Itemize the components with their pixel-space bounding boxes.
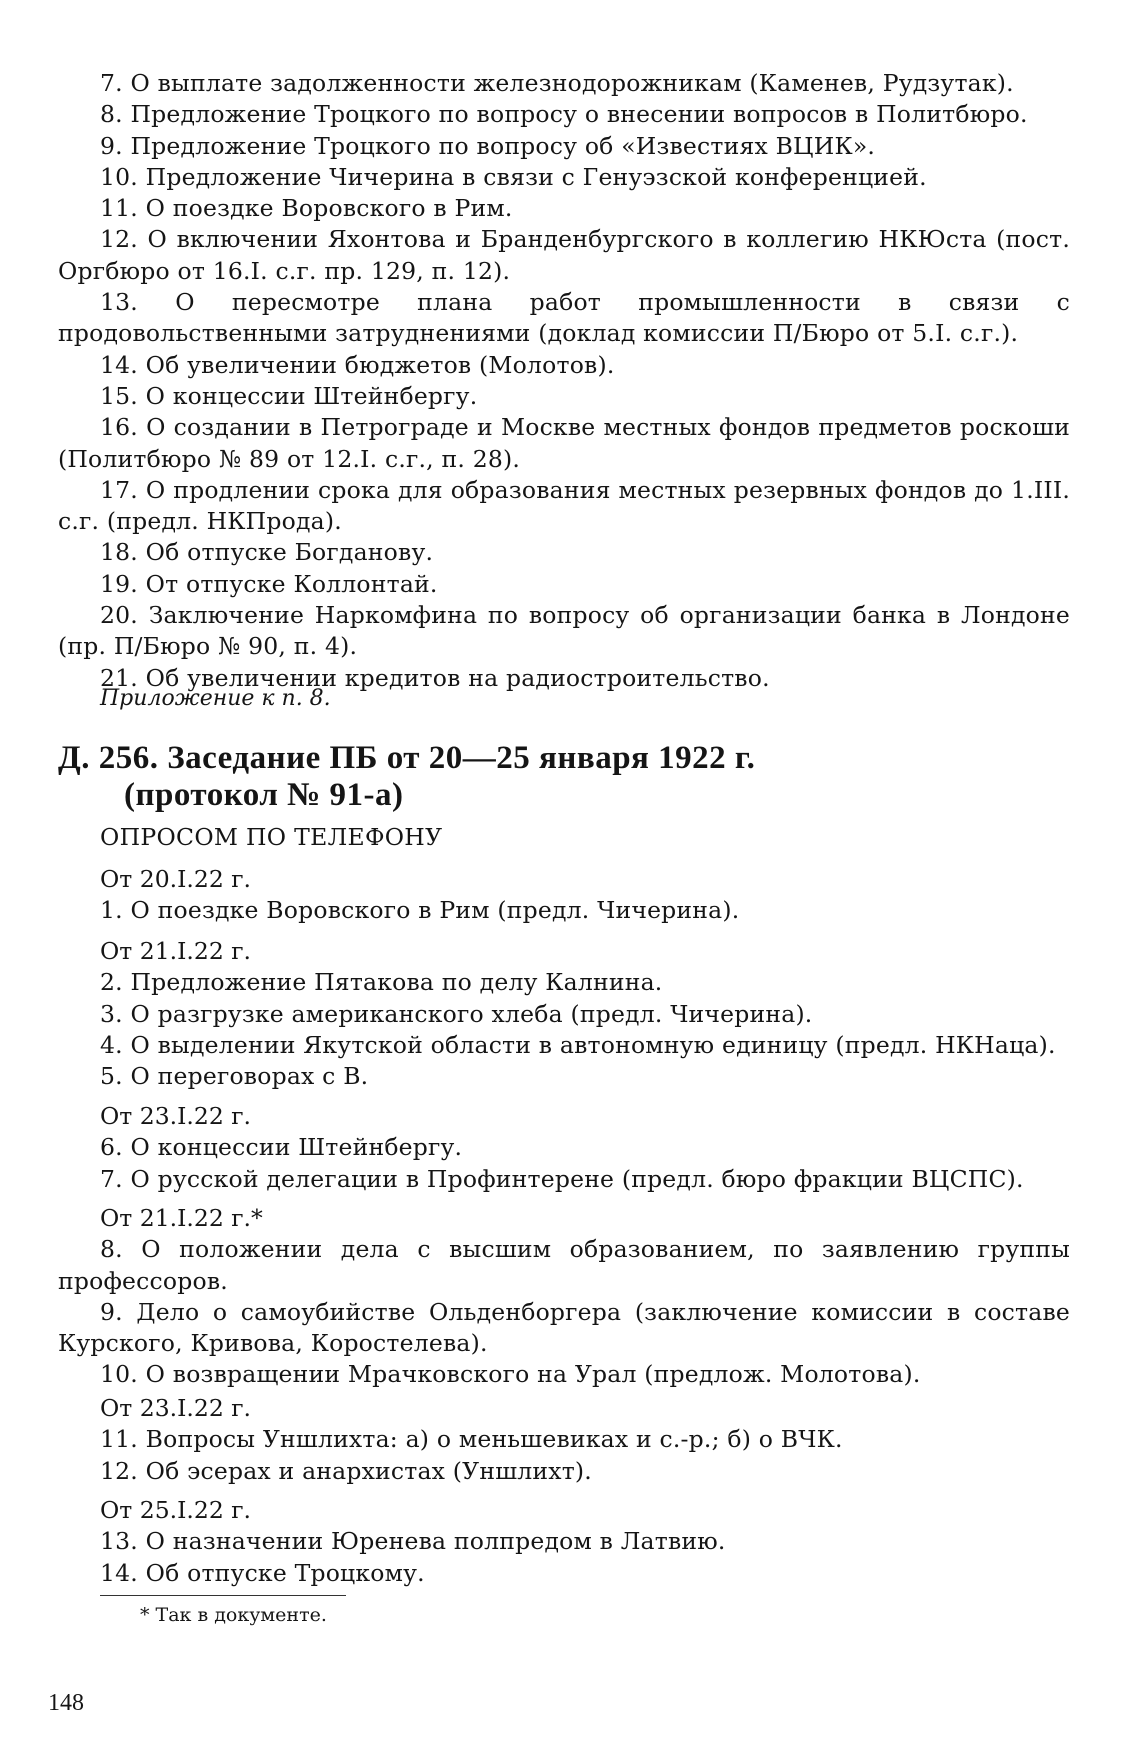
agenda-item: 6. О концессии Штейнбергу.	[100, 1133, 463, 1162]
appendix-note: Приложение к п. 8.	[100, 686, 331, 711]
agenda-item: 18. Об отпуске Богданову.	[100, 538, 434, 567]
agenda-item: 21. Об увеличении кредитов на радиостроительство.	[100, 663, 770, 692]
agenda-item: 11. О поездке Воровского в Рим.	[100, 194, 513, 223]
date-group	[58, 1203, 1070, 1391]
group-date: От 23.I.22 г.	[100, 1394, 252, 1422]
agenda-item: 19. От отпуске Коллонтай.	[100, 569, 438, 598]
agenda-item: 8. О положении дела с высшим образованием, по заявлению группы профессоров.	[58, 1235, 1070, 1295]
group-date: От 25.I.22 г.	[100, 1496, 252, 1524]
agenda-item: 15. О концессии Штейнбергу.	[100, 381, 478, 410]
agenda-item: 10. О возвращении Мрачковского на Урал (предлож. Молотова).	[100, 1360, 921, 1389]
agenda-item: 2. Предложение Пятакова по делу Калнина.	[100, 968, 663, 997]
agenda-item: 20. Заключение Наркомфина по вопросу об организации банка в Лондоне (пр. П/Бюро № 90, п. 4).	[58, 601, 1070, 661]
footnote-divider	[100, 1595, 346, 1596]
agenda-item: 4. О выделении Якутской области в автономную единицу (предл. НКНаца).	[100, 1030, 1056, 1059]
heading-line-2: (протокол № 91-а)	[124, 777, 404, 813]
agenda-item: 13. О пересмотре плана работ промышленности в связи с продовольственными затруднениями (доклад комиссии П/Бюро от 5.I. с.г.).	[58, 288, 1070, 348]
agenda-item: 12. Об эсерах и анархистах (Уншлихт).	[100, 1456, 592, 1485]
group-date: От 21.I.22 г.	[100, 937, 252, 965]
date-group	[58, 1495, 1070, 1589]
agenda-item: 7. О русской делегации в Профинтерене (предл. бюро фракции ВЦСПС).	[100, 1164, 1024, 1193]
agenda-item: 9. Предложение Троцкого по вопросу об «Известиях ВЦИК».	[100, 131, 876, 160]
agenda-item: 11. Вопросы Уншлихта: а) о меньшевиках и с.-р.; б) о ВЧК.	[100, 1425, 843, 1454]
agenda-item: 7. О выплате задолженности железнодорожникам (Каменев, Рудзутак).	[100, 69, 1014, 97]
group-date: От 21.I.22 г.*	[100, 1204, 263, 1232]
page-number: 148	[48, 1690, 84, 1716]
date-group	[58, 1393, 1070, 1487]
agenda-list-top	[58, 68, 1070, 694]
group-date: От 23.I.22 г.	[100, 1102, 252, 1130]
date-group	[58, 864, 1070, 927]
agenda-item: 14. Об отпуске Троцкому.	[100, 1558, 425, 1587]
date-group	[58, 1101, 1070, 1195]
agenda-item: 13. О назначении Юренева полпредом в Латвию.	[100, 1527, 726, 1556]
agenda-item: 8. Предложение Троцкого по вопросу о внесении вопросов в Политбюро.	[100, 100, 1028, 129]
agenda-item: 16. О создании в Петрограде и Москве местных фондов предметов роскоши (Политбюро № 89 от 12.I. с.г., п. 28).	[58, 413, 1070, 473]
date-group	[58, 936, 1070, 1092]
heading-line-1: Д. 256. Заседание ПБ от 20—25 января 1922 г.	[58, 740, 756, 776]
group-date: От 20.I.22 г.	[100, 865, 252, 893]
agenda-item: 14. Об увеличении бюджетов (Молотов).	[100, 350, 615, 379]
subheading: ОПРОСОМ ПО ТЕЛЕФОНУ	[100, 823, 443, 851]
footnote: * Так в документе.	[140, 1604, 327, 1626]
agenda-item: 5. О переговорах с В.	[100, 1062, 369, 1091]
agenda-item: 1. О поездке Воровского в Рим (предл. Чичерина).	[100, 896, 740, 925]
agenda-item: 10. Предложение Чичерина в связи с Генуэзской конференцией.	[100, 162, 927, 191]
agenda-item: 17. О продлении срока для образования местных резервных фондов до 1.III. с.г. (предл. НКПрода).	[58, 475, 1070, 536]
agenda-item: 9. Дело о самоубийстве Ольденборгера (заключение комиссии в составе Курского, Кривова, Коростелева).	[58, 1297, 1070, 1358]
document-heading	[58, 740, 1070, 814]
agenda-item: 12. О включении Яхонтова и Бранденбургского в коллегию НКЮста (пост. Оргбюро от 16.I. с.г. пр. 129, п. 12).	[58, 225, 1070, 285]
agenda-item: 3. О разгрузке американского хлеба (предл. Чичерина).	[100, 999, 813, 1028]
